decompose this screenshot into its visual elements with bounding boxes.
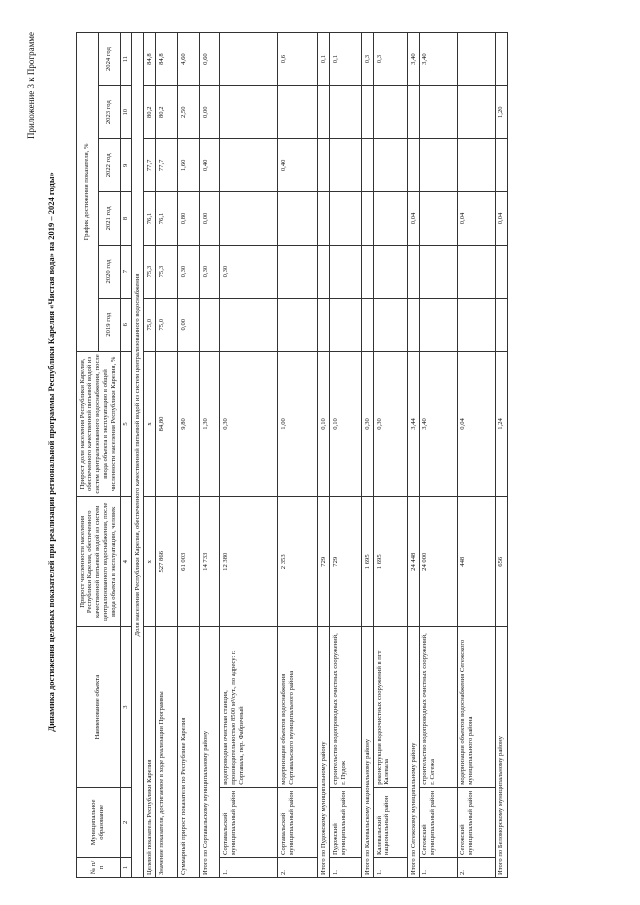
- year-cell: 0,3: [362, 33, 374, 86]
- year-cell: 0,30: [220, 245, 278, 298]
- appendix-label: Приложение 3 к Программе: [26, 32, 36, 139]
- row-number: 2.: [278, 857, 318, 877]
- year-cell: [408, 139, 420, 192]
- year-cell: 0,6: [278, 33, 318, 86]
- column-number: 3: [120, 627, 132, 787]
- year-cell: 0,04: [495, 192, 507, 245]
- year-cell: [457, 139, 495, 192]
- column-number: 5: [120, 351, 132, 496]
- year-cell: 80,2: [156, 86, 178, 139]
- table-row: [374, 33, 408, 878]
- table-row: [457, 33, 495, 878]
- year-cell: 2,50: [178, 86, 200, 139]
- column-number: 11: [120, 33, 132, 86]
- year-cell: 1,20: [495, 86, 507, 139]
- year-cell: 3,40: [408, 33, 420, 86]
- object-cell: модернизация объектов водоснабжения Сегежского муниципального района: [457, 627, 495, 787]
- share-cell: 3,44: [408, 351, 420, 496]
- subtotal-row: [495, 33, 507, 878]
- year-cell: [278, 192, 318, 245]
- municipality-cell: Калевальский национальный район: [374, 787, 408, 857]
- year-cell: 0,30: [200, 245, 220, 298]
- column-number: 10: [120, 86, 132, 139]
- share-cell: 1,30: [200, 351, 220, 496]
- column-number: 6: [120, 298, 132, 351]
- year-cell: [457, 33, 495, 86]
- year-cell: [419, 245, 457, 298]
- year-cell: [495, 245, 507, 298]
- row-number: 1.: [330, 857, 362, 877]
- column-number: 1: [120, 857, 132, 877]
- municipality-cell: Сортавальский муниципальный район: [278, 787, 318, 857]
- row-number: 1.: [419, 857, 457, 877]
- year-cell: 0,00: [178, 298, 200, 351]
- year-cell: 0,80: [178, 192, 200, 245]
- table-row: [178, 33, 200, 878]
- year-cell: [330, 192, 362, 245]
- year-cell: 0,00: [200, 86, 220, 139]
- subtotal-row: [318, 33, 330, 878]
- header-row: [77, 33, 99, 878]
- column-number: 7: [120, 245, 132, 298]
- year-cell: 4,60: [178, 33, 200, 86]
- share-cell: 0,04: [457, 351, 495, 496]
- year-cell: [374, 245, 408, 298]
- year-cell: [220, 86, 278, 139]
- year-cell: [318, 245, 330, 298]
- year-cell: [318, 86, 330, 139]
- section-title: Доля населения Республики Карелия, обеспеченного качественной питьевой водой из систем централизованного водоснабжения: [132, 33, 144, 878]
- column-number: 4: [120, 497, 132, 627]
- population-cell: 527 866: [156, 497, 178, 627]
- year-cell: 76,1: [144, 192, 156, 245]
- header-population: Прирост численности населения Республики Карелия, обеспеченного качественной питьевой водой из систем централизованного водоснабжения, после ввода объекта в эксплуатацию, человек: [77, 497, 121, 627]
- object-cell: реконструкция водоочистных сооружений в пгт Калевала: [374, 627, 408, 787]
- municipality-cell: Сегежский муниципальный район: [419, 787, 457, 857]
- subtotal-row: [362, 33, 374, 878]
- population-cell: 656: [495, 497, 507, 627]
- year-cell: [374, 139, 408, 192]
- population-cell: 24 000: [419, 497, 457, 627]
- share-cell: 0,30: [220, 351, 278, 496]
- year-cell: [278, 298, 318, 351]
- row-label: Итого по Сортавальскому муниципальному району: [200, 627, 220, 878]
- year-cell: [495, 139, 507, 192]
- year-cell: [419, 298, 457, 351]
- row-label: Итого по Сегежскому муниципальному району: [408, 627, 420, 878]
- share-cell: 0,30: [362, 351, 374, 496]
- year-cell: [220, 192, 278, 245]
- object-cell: водопроводная очистная станция, производительностью 8500 м³/сут., по адресу: г. Сортавала, пер. Фабричный: [220, 627, 278, 787]
- year-cell: 0,1: [318, 33, 330, 86]
- column-number: 8: [120, 192, 132, 245]
- header-share: Прирост доли населения Республики Карелия, обеспеченного качественной питьевой водой из систем централизованного водоснабжения, после ввода объекта в эксплуатацию в общей численности населения Республики Карелия, %: [77, 351, 121, 496]
- row-label: Итого по Калевальскому национальному району: [362, 627, 374, 878]
- row-number: 2.: [457, 857, 495, 877]
- year-cell: [419, 139, 457, 192]
- population-cell: x: [144, 497, 156, 627]
- year-cell: 0,04: [457, 192, 495, 245]
- year-cell: [318, 139, 330, 192]
- year-cell: [495, 33, 507, 86]
- year-cell: 0,00: [200, 192, 220, 245]
- header-year: 2024 год: [98, 33, 120, 86]
- year-cell: [318, 298, 330, 351]
- year-cell: [408, 86, 420, 139]
- year-cell: [362, 86, 374, 139]
- section-title-row: [132, 33, 144, 878]
- year-cell: 0,40: [200, 139, 220, 192]
- year-cell: 84,8: [156, 33, 178, 86]
- share-cell: x: [144, 351, 156, 496]
- share-cell: 0,10: [318, 351, 330, 496]
- row-label: Значение показателя, достигаемое в ходе реализации Программы: [156, 627, 178, 878]
- table-row: [330, 33, 362, 878]
- year-cell: 84,8: [144, 33, 156, 86]
- row-label: Суммарный прирост показателя по Республике Карелия: [178, 627, 200, 878]
- share-cell: 0,10: [330, 351, 362, 496]
- column-number: 9: [120, 139, 132, 192]
- object-cell: модернизация объектов водоснабжения Сортавальского муниципального района: [278, 627, 318, 787]
- table-row: [220, 33, 278, 878]
- share-cell: 9,80: [178, 351, 200, 496]
- row-label: Целевой показатель Республики Карелия: [144, 627, 156, 878]
- header-year: 2023 год: [98, 86, 120, 139]
- population-cell: 24 448: [408, 497, 420, 627]
- table-row: [278, 33, 318, 878]
- population-cell: 1 695: [362, 497, 374, 627]
- year-cell: 0,04: [408, 192, 420, 245]
- row-label: Итого по Беломорскому муниципальному району: [495, 627, 507, 878]
- population-cell: 61 003: [178, 497, 200, 627]
- row-number: 1.: [374, 857, 408, 877]
- year-cell: [495, 298, 507, 351]
- header-object: Наименование объекта: [77, 627, 121, 787]
- population-cell: 12 380: [220, 497, 278, 627]
- document-title: Динамика достижения целевых показателей при реализации региональной программы Республики Карелия «Чистая вода» на 2019 – 2024 годы»: [46, 172, 56, 732]
- municipality-cell: Сегежский муниципальный район: [457, 787, 495, 857]
- share-cell: 0,30: [374, 351, 408, 496]
- subtotal-row: [408, 33, 420, 878]
- header-year: 2019 год: [98, 298, 120, 351]
- year-cell: [362, 298, 374, 351]
- population-cell: 448: [457, 497, 495, 627]
- year-cell: 77,7: [156, 139, 178, 192]
- header-municipality: Муниципальное образование: [77, 787, 121, 857]
- year-cell: 75,0: [144, 298, 156, 351]
- municipality-cell: Сортавальский муниципальный район: [220, 787, 278, 857]
- year-cell: [374, 298, 408, 351]
- header-year: 2022 год: [98, 139, 120, 192]
- share-cell: 1,00: [278, 351, 318, 496]
- object-cell: строительство водопроводных очистных сооружений, г. Пудож: [330, 627, 362, 787]
- column-numbers-row: [120, 33, 132, 878]
- year-cell: [408, 298, 420, 351]
- year-cell: 75,0: [156, 298, 178, 351]
- year-cell: [457, 245, 495, 298]
- column-number: 2: [120, 787, 132, 857]
- share-cell: 1,24: [495, 351, 507, 496]
- year-cell: 1,60: [178, 139, 200, 192]
- year-cell: [457, 298, 495, 351]
- population-cell: 729: [330, 497, 362, 627]
- row-label: Итого по Пудожскому муниципальному району: [318, 627, 330, 878]
- year-cell: [330, 139, 362, 192]
- header-no: № п/п: [77, 857, 121, 877]
- share-cell: 84,80: [156, 351, 178, 496]
- year-cell: 80,2: [144, 86, 156, 139]
- year-cell: [374, 86, 408, 139]
- object-cell: строительство водопроводных очистных сооружений, г. Сегежа: [419, 627, 457, 787]
- year-cell: [362, 139, 374, 192]
- year-cell: [457, 86, 495, 139]
- year-cell: 0,60: [200, 33, 220, 86]
- year-cell: [330, 298, 362, 351]
- population-cell: 729: [318, 497, 330, 627]
- subtotal-row: [200, 33, 220, 878]
- table-row: [419, 33, 457, 878]
- year-cell: [278, 245, 318, 298]
- header-schedule: График достижения показателя, %: [77, 33, 99, 352]
- year-cell: [330, 86, 362, 139]
- table-row: [156, 33, 178, 878]
- year-cell: [408, 245, 420, 298]
- year-cell: [278, 86, 318, 139]
- year-cell: 75,3: [156, 245, 178, 298]
- year-cell: 77,7: [144, 139, 156, 192]
- year-cell: 0,40: [278, 139, 318, 192]
- year-cell: [362, 245, 374, 298]
- share-cell: 3,40: [419, 351, 457, 496]
- year-cell: 75,3: [144, 245, 156, 298]
- year-cell: [419, 86, 457, 139]
- population-cell: 14 733: [200, 497, 220, 627]
- year-cell: [220, 33, 278, 86]
- year-cell: [200, 298, 220, 351]
- header-year: 2020 год: [98, 245, 120, 298]
- year-cell: 3,40: [419, 33, 457, 86]
- year-cell: [362, 192, 374, 245]
- table-row: [144, 33, 156, 878]
- year-cell: [330, 245, 362, 298]
- year-cell: [220, 139, 278, 192]
- year-cell: [220, 298, 278, 351]
- year-cell: [374, 192, 408, 245]
- year-cell: 0,1: [330, 33, 362, 86]
- population-cell: 2 353: [278, 497, 318, 627]
- population-cell: 1 695: [374, 497, 408, 627]
- year-cell: [419, 192, 457, 245]
- indicators-table: [76, 32, 508, 878]
- municipality-cell: Пудожский муниципальный район: [330, 787, 362, 857]
- year-cell: 0,30: [178, 245, 200, 298]
- header-year: 2021 год: [98, 192, 120, 245]
- year-cell: 0,3: [374, 33, 408, 86]
- row-number: 1.: [220, 857, 278, 877]
- document-page: [20, 12, 620, 892]
- year-cell: 76,1: [156, 192, 178, 245]
- year-cell: [318, 192, 330, 245]
